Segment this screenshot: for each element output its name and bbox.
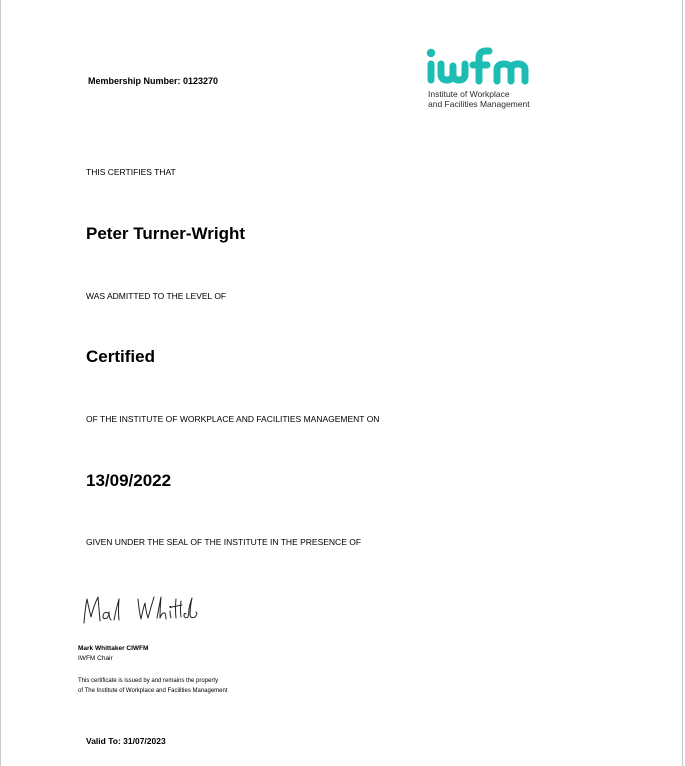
seal-text: GIVEN UNDER THE SEAL OF THE INSTITUTE IN THE PRESENCE OF bbox=[86, 537, 362, 547]
admitted-text: WAS ADMITTED TO THE LEVEL OF bbox=[86, 291, 227, 301]
admission-date: 13/09/2022 bbox=[86, 471, 172, 490]
logo-subtitle-line2: and Facilities Management bbox=[428, 99, 530, 109]
certifies-text: THIS CERTIFIES THAT bbox=[86, 167, 176, 177]
iwfm-wordmark bbox=[425, 44, 553, 88]
logo-subtitle-line1: Institute of Workplace bbox=[428, 89, 510, 99]
disclaimer-line1: This certificate is issued by and remains the property bbox=[78, 678, 219, 684]
disclaimer-line2: of The Institute of Workplace and Facilities Management bbox=[78, 688, 228, 694]
logo-subtitle bbox=[428, 89, 530, 109]
membership-number: Membership Number: 0123270 bbox=[88, 76, 219, 86]
disclaimer bbox=[78, 676, 318, 696]
institute-text: OF THE INSTITUTE OF WORKPLACE AND FACILITIES MANAGEMENT ON bbox=[86, 414, 380, 424]
membership-level: Certified bbox=[86, 347, 155, 366]
signatory-role: IWFM Chair bbox=[78, 655, 113, 662]
signature bbox=[78, 587, 208, 631]
valid-to: Valid To: 31/07/2023 bbox=[86, 736, 166, 746]
signatory-name: Mark Whittaker CIWFM bbox=[78, 645, 149, 652]
member-name: Peter Turner-Wright bbox=[86, 224, 245, 243]
iwfm-logo bbox=[425, 44, 555, 114]
